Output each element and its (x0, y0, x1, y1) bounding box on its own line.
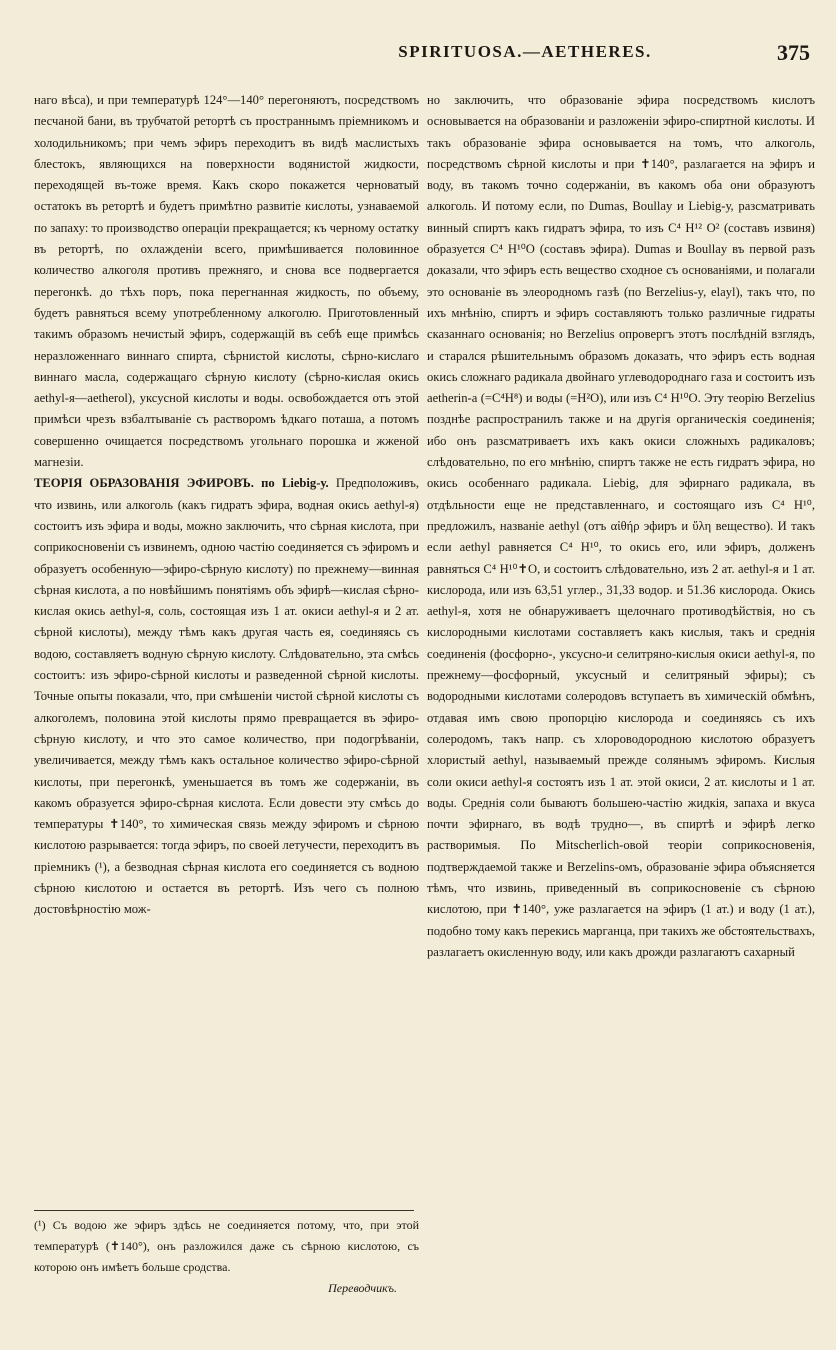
left-paragraph-2: Предположивъ, что извинь, или алкоголь (какъ гидратъ эфира, водная окись aethyl-я) состоитъ изъ эфира и воды, можно заключить, что сѣрная кислота, при соприкосновеніи съ извинемъ, одною частію соединяется съ эфиромъ и образуетъ особенную—эфиро-сѣрную кислоту) по прежнему—винная сѣрная кислота, а по новѣйшимъ понятіямъ объ эфирѣ—кислая сѣрно-кислая окись aethyl-я, соль, состоящая изъ 1 ат. окиси aethyl-я и 2 ат. сѣрной кислоты), между тѣмъ какъ другая часть ея, соединяясь съ водою, составляетъ водную сѣрную кислоту. Слѣдовательно, эта смѣсь состоитъ: изъ эфиро-сѣрной кислоты и разведенной сѣрной кислоты. Точные опыты показали, что, при смѣшеніи чистой сѣрной кислоты съ алкоголемъ, половина этой кислоты прямо превращается въ эфиро-сѣрную кислоту, и что это самое количество, при подогрѣваніи, увеличивается, между тѣмъ какъ остальное количество эфиро-сѣрной кислоты, при перегонкѣ, уменьшается въ томъ же содержаніи, въ какомъ образуется эфиро-сѣрная кислота. Если довести эту смѣсь до температуры ✝140°, то химическая связь между эфиромъ и сѣрною кислотою разрывается: тогда эфиръ, по своей летучести, переходитъ въ пріемникъ (¹), а безводная сѣрная кислота его соединяется съ водною сѣрною кислотою и остается въ ретортѣ. Изъ чего съ полною достовѣрностію мож- (34, 476, 419, 917)
left-column (34, 90, 419, 921)
footnote (34, 1215, 419, 1299)
page-number: 375 (777, 40, 810, 65)
right-column (427, 90, 815, 963)
left-paragraph-1: наго вѣса), и при температурѣ 124°—140° перегоняютъ, посредствомъ песчаной бани, въ трубчатой ретортѣ съ пространнымъ пріемникомъ и холодильникомъ; при чемъ эфиръ переходитъ въ видѣ маслистыхъ блестокъ, являющихся на поверхности водянистой жидкости, переходящей въ-тоже время. Какъ скоро покажется черноватый остатокъ въ ретортѣ и будетъ примѣтно развитіе кислоты, узнаваемой по запаху: то производство операціи прекращается; къ черному остатку въ ретортѣ, по охлажденіи всего, примѣшивается половинное количество алкоголя противъ прежняго, и снова все подвергается перегонкѣ. до тѣхъ поръ, пока перегнанная жидкость, по объему, будетъ равняться всему употребленному алкоголю. Приготовленный такимъ образомъ нечистый эфиръ, содержащій въ себѣ еще примѣсь неразложеннаго виннаго спирта, сѣрнистой кислоты, сѣрно-кислаго виннаго масла, содержащаго сѣрную кислоту (сѣрно-кислая окись aethyl-я—aetherol), уксусной кислоты и воды. освобождается отъ этой примѣси чрезъ взбалтываніе съ растворомъ ѣдкаго поташа, а потомъ совершенно очищается посредствомъ угольнаго порошка и жженой магнезіи. (34, 93, 419, 470)
right-paragraph-1: но заключить, что образованіе эфира посредствомъ кислотъ основывается на образованіи и разложеніи эфиро-спиртной кислоты. И такъ образованіе эфира основывается на томъ, что алкоголь, посредствомъ сѣрной кислоты и при ✝140°, разлагается на эфиръ и воду, въ такомъ точно содержаніи, въ какомъ оба они образуютъ алкоголь. И потому если, по Dumas, Boullay и Liebig-у, разсматривать винный спиртъ какъ гидратъ эфира, то изъ C⁴ H¹² O² (составъ извиня) образуется C⁴ H¹⁰O (составъ эфира). Dumas и Boullay въ первой разъ доказали, что эфиръ есть вещество сходное съ основаніями, и полагали это основаніе въ элеородномъ газѣ (по Berzelius-y, elayl), такъ что, по ихъ мнѣнію, спиртъ и эфиръ составляютъ только различные гидраты сказаннаго основанія; но Berzelius опровергъ этотъ послѣдній взглядъ, и старался рѣшительнымъ образомъ доказать, что эфиръ есть водная окись сложнаго радикала двойнаго углеводороднаго газа и состоитъ изъ aetherin-а (=C⁴H⁸) и воды (=H²O), или изъ C⁴ H¹⁰O. Эту теорію Berzelius позднѣе распространилъ также и на другія органическія соединенія; ибо онъ разсматриваетъ ихъ какъ окиси сложныхъ радикаловъ; слѣдовательно, по его мнѣнію, спиртъ также не есть гидратъ эфира, но окись особеннаго радикала. Liebig, для эфирнаго радикала, въ отдѣльности еще не представленнаго, и состоящаго изъ C⁴ H¹⁰, предложилъ, названіе aethyl (отъ αἰθήρ эфиръ и ὕλη вещество). И такъ если aethyl равняется C⁴ H¹⁰, то окись его, или эфиръ, долженъ равняться C⁴ H¹⁰✝O, и состоитъ слѣдовательно, изъ 2 ат. aethyl-я и 1 ат. кислорода, или изъ 63,51 углер., 31,33 водор. и 51.36 кислорода. Окись aethyl-я, хотя не обнаруживаетъ щелочнаго противодѣйствія, но съ кислородными кислотами составляетъ какъ кислыя, такъ и среднія соединенія (фосфорно-, уксусно-и селитряно-кислыя окиси aethyl-я, по прежнему—фосфорный, уксусный и селитряный эфиры); съ водородными кислотами солеродовъ вступаетъ въ химическій обмѣнъ, отдавая имъ свою пропорцію кислорода и соединяясь съ ихъ солеродомъ, такъ напр. съ хлороводородною кислотою образуетъ хлористый aethyl, называемый прежде солянымъ эфиромъ. Кислыя соли окиси aethyl-я состоятъ изъ 1 ат. этой окиси, 2 ат. кислоты и 1 ат. воды. Среднія соли бываютъ большею-частію жидкія, запаха и вкуса почти эфирнаго, въ водѣ трудно—, въ спиртѣ и эфирѣ легко растворимыя. По Mitscherlich-овой теоріи соприкосновенія, подтверждаемой также и Berzelins-омъ, образованіе эфира объясняется тѣмъ, что извинь, приведенный въ соприкосновеніе съ сѣрною кислотою, при ✝140°, уже разлагается на эфиръ (1 ат.) и воду (1 ат.), подобно тому какъ перекись марганца, при такихъ же обстоятельствахъ, разлагаетъ окисленную воду, или какъ дрожди разлагаютъ сахарный (427, 93, 815, 959)
footnote-text: (¹) Съ водою же эфиръ здѣсь не соединяется потому, что, при этой температурѣ (✝140°), онъ разложился даже съ сѣрною кислотою, съ которою онъ имѣетъ больше сродства. (34, 1218, 419, 1274)
running-head: SPIRITUOSA.—AETHERES. (398, 42, 652, 61)
page-header (290, 42, 810, 72)
footnote-signature: Переводчикъ. (328, 1281, 397, 1295)
footnote-separator (34, 1210, 414, 1211)
section-heading-text: ТЕОРІЯ ОБРАЗОВАНІЯ ЭФИРОВЪ. по Liebig-у. (34, 476, 329, 491)
section-heading (34, 473, 419, 920)
